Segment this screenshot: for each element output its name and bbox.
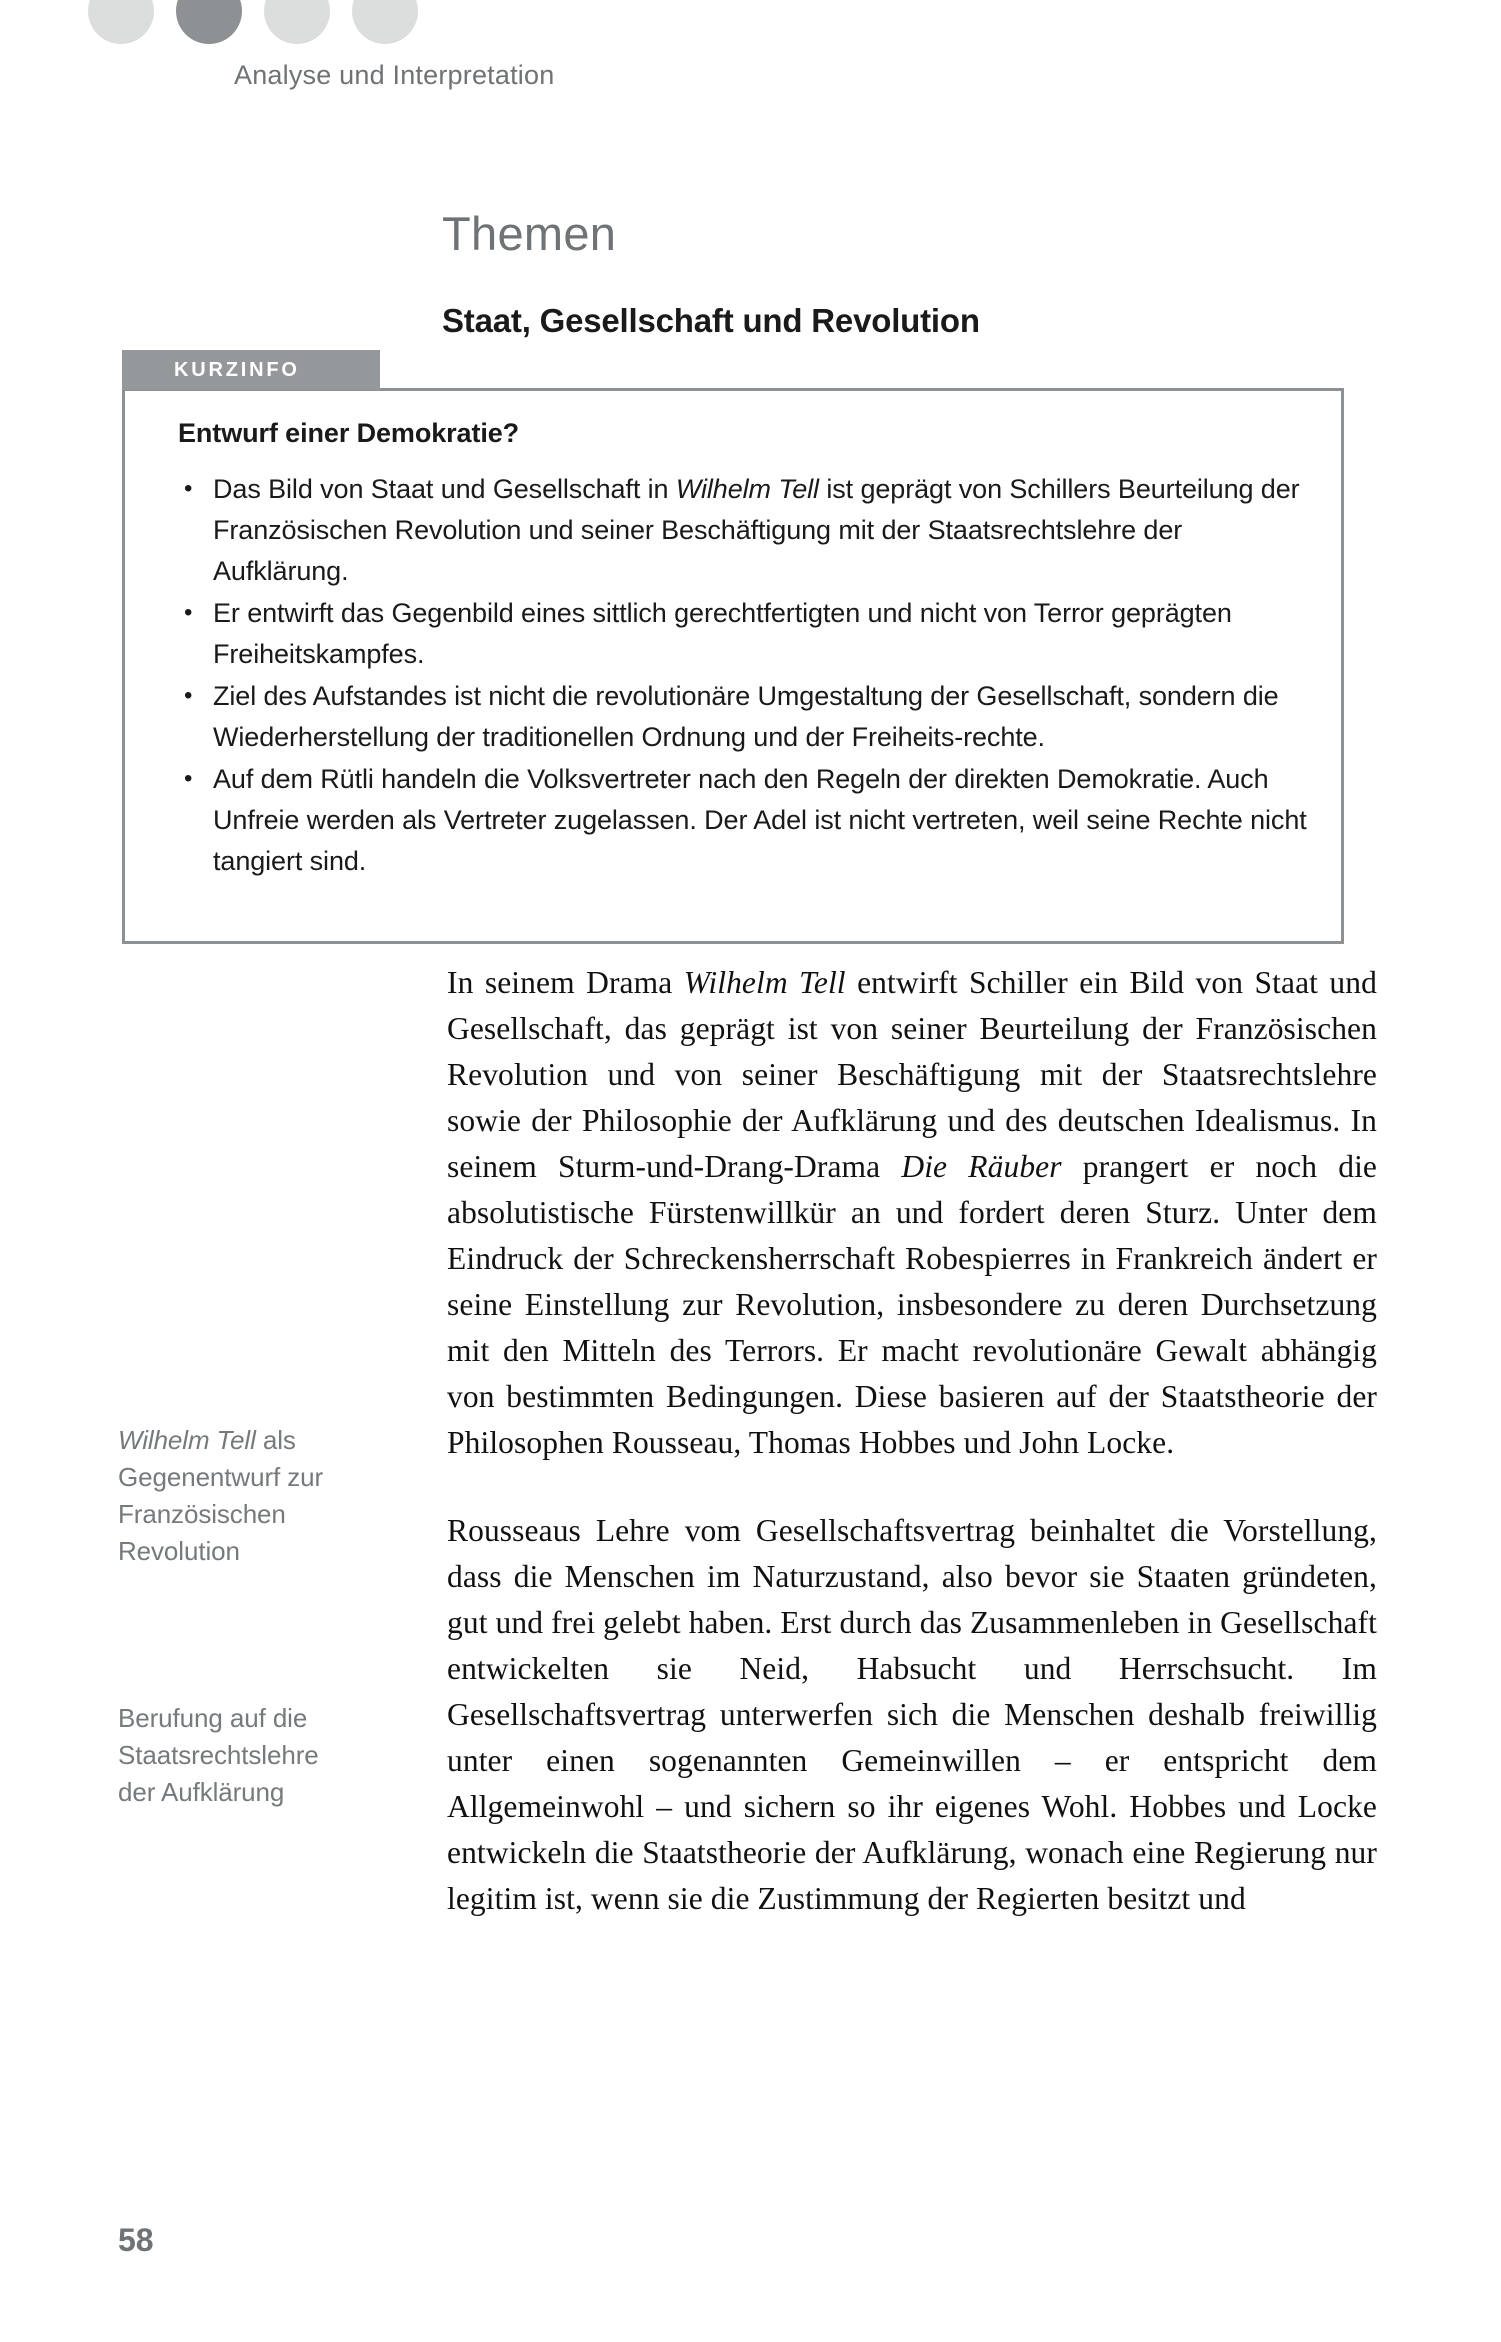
running-header-label: Analyse und Interpretation	[234, 60, 555, 90]
kurzinfo-bullet-list	[178, 469, 1311, 882]
page-number: 58	[118, 2222, 154, 2258]
body-paragraph-2: Rousseaus Lehre vom Gesellschaftsvertrag beinhaltet die Vorstellung, dass die Menschen im Naturzustand, also bevor sie Staaten gründeten, gut und frei gelebt haben. Erst durch das Zusammenleben in Gesellschaft entwickelten sie Neid, Habsucht und Herrschsucht. Im Gesellschaftsvertrag unterwerfen sich die Menschen deshalb freiwillig unter einen sogenannten Gemeinwillen – er entspricht dem Allgemeinwohl – und sichern so ihr eigenes Wohl. Hobbes und Locke entwickeln die Staatstheorie der Aufklärung, wonach eine Regierung nur legitim ist, wenn sie die Zustimmung der Regierten besitzt und	[447, 1513, 1377, 1916]
para1-pre: In seinem Drama	[447, 965, 684, 1000]
margin-note-2-text: Berufung auf die Staatsrechtslehre der Aufklärung	[118, 1703, 319, 1807]
bullet-text-pre: Ziel des Aufstandes ist nicht die revolutionäre Umgestaltung der Gesellschaft, sondern die Wiederherstellung der traditionellen Ordnung und der Freiheits-rechte.	[213, 681, 1279, 752]
progress-dot-2-active	[176, 0, 242, 44]
body-text-column	[447, 960, 1377, 1922]
section-title: Staat, Gesellschaft und Revolution	[442, 302, 980, 339]
kurzinfo-tab	[122, 350, 380, 390]
para1-italic-2: Die Räuber	[901, 1149, 1062, 1184]
kurzinfo-heading: Entwurf einer Demokratie?	[178, 418, 520, 448]
bullet-text-pre: Das Bild von Staat und Gesellschaft in	[213, 474, 676, 504]
list-item	[178, 593, 1311, 675]
margin-note-1-text: als Gegenentwurf zur Französischen Revolution	[118, 1425, 324, 1566]
page-title: Themen	[442, 207, 617, 260]
body-paragraph-1	[447, 960, 1377, 1466]
list-item	[178, 676, 1311, 758]
progress-dot-4	[352, 0, 418, 44]
bullet-text-pre: Auf dem Rütli handeln die Volksvertreter nach den Regeln der direkten Demokratie. Auch Unfreie werden als Vertreter zugelassen. Der Adel ist nicht vertreten, weil seine Rechte nicht tangiert sind.	[213, 764, 1307, 876]
kurzinfo-box	[122, 388, 1344, 944]
bullet-text-pre: Er entwirft das Gegenbild eines sittlich gerechtfertigten und nicht von Terror geprägten Freiheitskampfes.	[213, 598, 1232, 669]
list-item	[178, 469, 1311, 592]
chapter-progress-dots	[88, 0, 418, 44]
para1-italic-1: Wilhelm Tell	[683, 965, 846, 1000]
margin-note-1-italic: Wilhelm Tell	[118, 1425, 256, 1455]
progress-dot-1	[88, 0, 154, 44]
bullet-text-post: ist geprägt von Schillers Beurteilung der Französischen Revolution und seiner Beschäftigung mit der Staatsrechtslehre der Aufklärung.	[213, 474, 1300, 586]
list-item	[178, 759, 1311, 882]
progress-dot-3	[264, 0, 330, 44]
margin-note-2	[118, 1700, 348, 1811]
para1-post: prangert er noch die absolutistische Fürstenwillkür an und fordert deren Sturz. Unter dem Eindruck der Schreckensherrschaft Robespierres in Frankreich ändert er seine Einstellung zur Revolution, insbesondere zu deren Durchsetzung mit den Mitteln des Terrors. Er macht revolutionäre Gewalt abhängig von bestimmten Bedingungen. Diese basieren auf der Staatstheorie der Philosophen Rousseau, Thomas Hobbes und John Locke.	[447, 1149, 1378, 1460]
para1-mid: entwirft Schiller ein Bild von Staat und Gesellschaft, das geprägt ist von seiner Beurteilung der Französischen Revolution und von seiner Beschäftigung mit der Staatsrechtslehre sowie der Philosophie der Aufklärung und des deutschen Idealismus. In seinem Sturm-und-Drang-Drama	[447, 965, 1377, 1184]
margin-note-1	[118, 1422, 348, 1570]
bullet-text-italic: Wilhelm Tell	[675, 474, 819, 504]
kurzinfo-tab-label: KURZINFO	[174, 359, 300, 381]
